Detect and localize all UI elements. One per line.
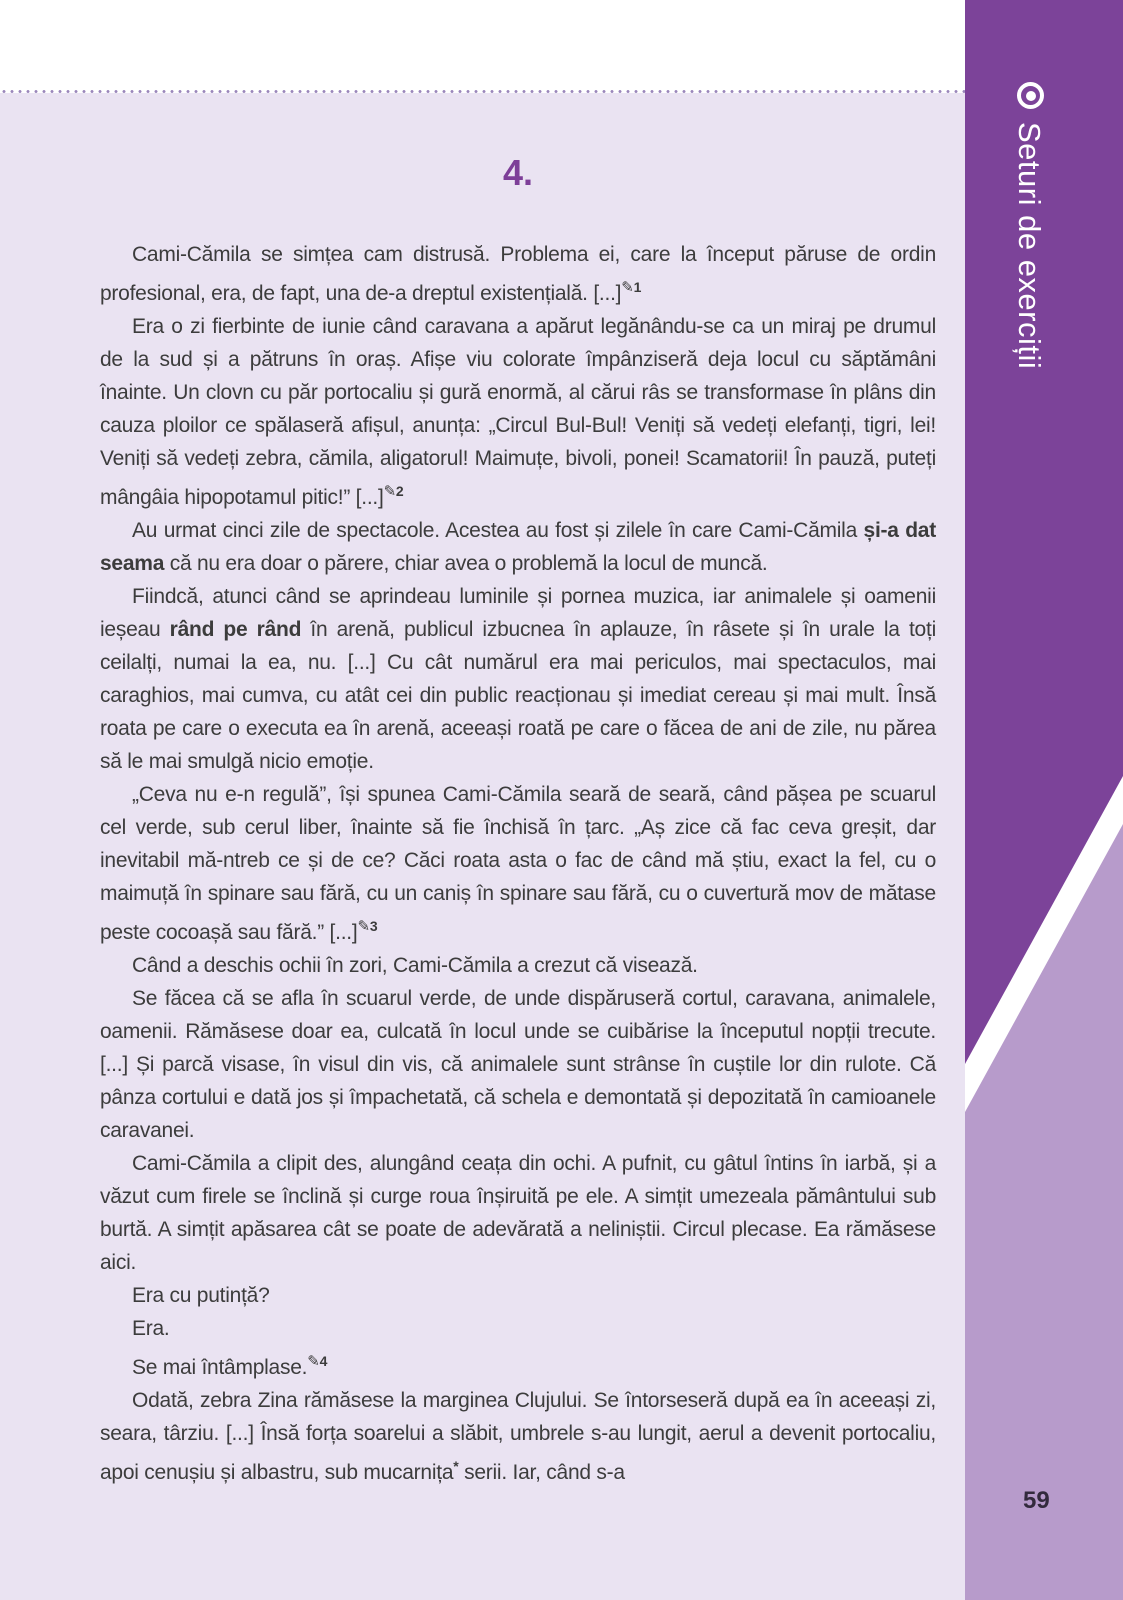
text-run: Era.	[132, 1317, 170, 1340]
story-paragraph	[100, 778, 936, 949]
sidebar-title: Seturi de exerciții	[1012, 122, 1047, 370]
pencil-icon: ✎	[383, 483, 396, 500]
dotted-divider	[0, 89, 965, 94]
section-heading: 4.	[502, 152, 534, 193]
text-run: că nu era doar o părere, chiar avea o problemă la locul de muncă.	[164, 552, 768, 575]
text-run: Era o zi fierbinte de iunie când caravana a apărut legănându-se ca un miraj pe drumul de la sud și a pătruns în oraș. Afișe viu colorate împânziseră deja locul cu săptămâni înainte. Un clovn cu păr portocaliu și gură enormă, al cărui râs se transformase în plâns din cauza ploilor ce spălaseră afișul, anunța: „Circul Bul-Bul! Veniți să vedeți elefanți, tigri, lei! Veniți să vedeți zebra, cămila, aligatorul! Maimuțe, bivoli, ponei! Scamatorii! În pauză, puteți mângâia hipopotamul pitic!” [...]	[100, 315, 936, 509]
pencil-icon: ✎	[621, 279, 634, 296]
story-paragraph	[100, 514, 936, 580]
page-number: 59	[1023, 1487, 1050, 1514]
text-column	[100, 152, 936, 1489]
emphasized-text: și-a dat seama	[100, 519, 936, 575]
story-paragraph	[100, 1279, 936, 1312]
footnote-marker: ✎4	[307, 1353, 328, 1370]
text-run: Fiindcă, atunci când se aprindeau luminile și pornea muzica, iar animalele și oamenii ieșeau	[100, 585, 936, 641]
footnote-marker: ✎3	[357, 918, 378, 935]
pencil-icon: ✎	[357, 918, 370, 935]
text-run: Odată, zebra Zina rămăsese la marginea Clujului. Se întorseseră după ea în aceeași zi, seara, târziu. [...] Însă forța soarelui a slăbit, umbrele s-au lungit, aerul a devenit portocaliu, apoi cenușiu și albastru, sub mucarnița	[100, 1389, 936, 1484]
story-paragraphs	[100, 238, 936, 1489]
story-paragraph	[100, 580, 936, 778]
text-run: Se făcea că se afla în scuarul verde, de unde dispăruseră cortul, caravana, animalele, oamenii. Rămăsese doar ea, culcată în locul unde se cuibărise la începutul nopții trecute. [...] Și parcă visase, în visul din vis, că animalele sunt strânse în cuștile lor din rulote. Că pânza cortului e dată jos și împachetată, că schela e demontată și depozitată în camioanele caravanei.	[100, 987, 936, 1142]
text-run: Se mai întâmplase.	[132, 1356, 308, 1379]
story-paragraph	[100, 1312, 936, 1345]
story-paragraph	[100, 1147, 936, 1279]
text-run: „Ceva nu e-n regulă”, își spunea Cami-Cămila seară de seară, când pășea pe scuarul cel verde, sub cerul liber, înainte să fie închisă în țarc. „Aș zice că fac ceva greșit, dar inevitabil mă-ntreb ce și de ce? Căci roata asta o fac de când mă știu, exact la fel, cu o maimuță în spinare sau fără, cu un caniș în spinare sau fără, cu o cuvertură mov de mătase peste cocoașă sau fără.” [...]	[100, 783, 936, 944]
text-run: serii. Iar, când s-a	[458, 1461, 625, 1484]
target-circle-icon	[1017, 82, 1044, 109]
footnote-marker: ✎1	[621, 279, 642, 296]
story-paragraph	[100, 310, 936, 514]
text-run: în arenă, publicul izbucnea în aplauze, în râsete și în urale la toți ceilalți, numai la ea, nu. [...] Cu cât numărul era mai periculos, mai spectaculos, mai caraghios, mai cumva, cu atât cei din public reacționau și imediat cereau și mai mult. Însă roata pe care o executa ea în arenă, aceeași roată pe care o făcea de ani de zile, nu părea să le mai smulgă nicio emoție.	[100, 618, 936, 773]
text-run: Cami-Cămila se simțea cam distrusă. Problema ei, care la început păruse de ordin profesional, era, de fapt, una de-a dreptul existențială. [...]	[100, 243, 936, 305]
story-paragraph	[100, 1345, 936, 1384]
text-run: Era cu putință?	[132, 1284, 270, 1307]
story-paragraph	[100, 1384, 936, 1489]
text-run: Cami-Cămila a clipit des, alungând ceața din ochi. A pufnit, cu gâtul întins în iarbă, și a văzut cum firele se înclină și curge roua înșiruită pe ele. A simțit umezeala pământului sub burtă. A simțit apăsarea cât se poate de adevărată a neliniștii. Circul plecase. Ea rămăsese aici.	[100, 1152, 936, 1274]
emphasized-text: rând pe rând	[169, 618, 302, 641]
glossary-star: *	[453, 1458, 459, 1474]
sidebar	[965, 0, 1123, 1600]
text-run: Când a deschis ochii în zori, Cami-Cămila a crezut că visează.	[132, 954, 698, 977]
story-paragraph	[100, 949, 936, 982]
footnote-marker: ✎2	[383, 483, 404, 500]
pencil-icon: ✎	[307, 1353, 320, 1370]
text-run: Au urmat cinci zile de spectacole. Acestea au fost și zilele în care Cami-Cămila	[132, 519, 864, 542]
story-paragraph	[100, 238, 936, 310]
story-paragraph	[100, 982, 936, 1147]
